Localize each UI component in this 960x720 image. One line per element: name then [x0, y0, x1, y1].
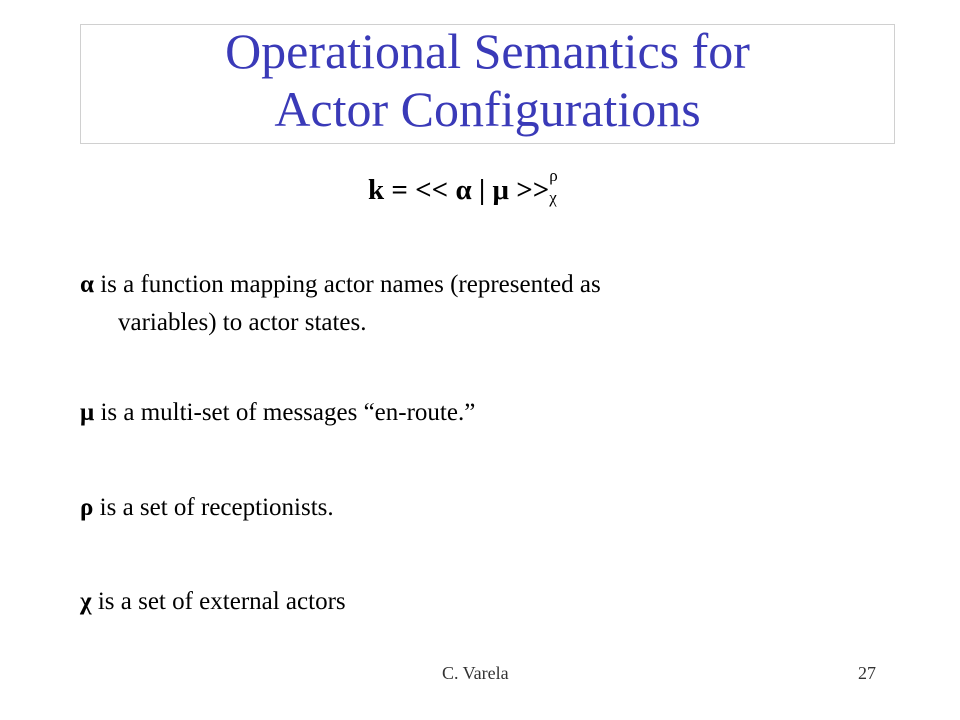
definition-text: is a set of external actors [91, 588, 346, 615]
footer-author: C. Varela [442, 663, 509, 683]
formula-superscript: ρ [549, 166, 558, 185]
slide-title [80, 22, 895, 138]
definition-chi [80, 583, 880, 621]
title-line-2: Actor Configurations [274, 81, 701, 137]
definition-symbol: χ [80, 588, 92, 615]
definition-symbol: μ [80, 399, 95, 426]
definition-symbol: α [80, 271, 94, 298]
definition-symbol: ρ [80, 494, 94, 521]
definition-text: is a multi-set of messages “en-route.” [94, 399, 476, 426]
definition-text-continued: variables) to actor states. [118, 309, 367, 336]
definition-text: is a function mapping actor names (represented as [93, 271, 601, 298]
formula-scripts [549, 166, 563, 210]
configuration-formula [368, 166, 563, 210]
definition-rho [80, 489, 880, 527]
footer-page-number: 27 [858, 663, 876, 683]
definition-mu [80, 394, 880, 432]
definition-text: is a set of receptionists. [93, 494, 334, 521]
formula-main: k = << α | μ >> [368, 174, 550, 206]
formula-subscript: χ [549, 188, 557, 207]
title-line-1: Operational Semantics for [225, 23, 750, 79]
definition-alpha [80, 266, 880, 342]
